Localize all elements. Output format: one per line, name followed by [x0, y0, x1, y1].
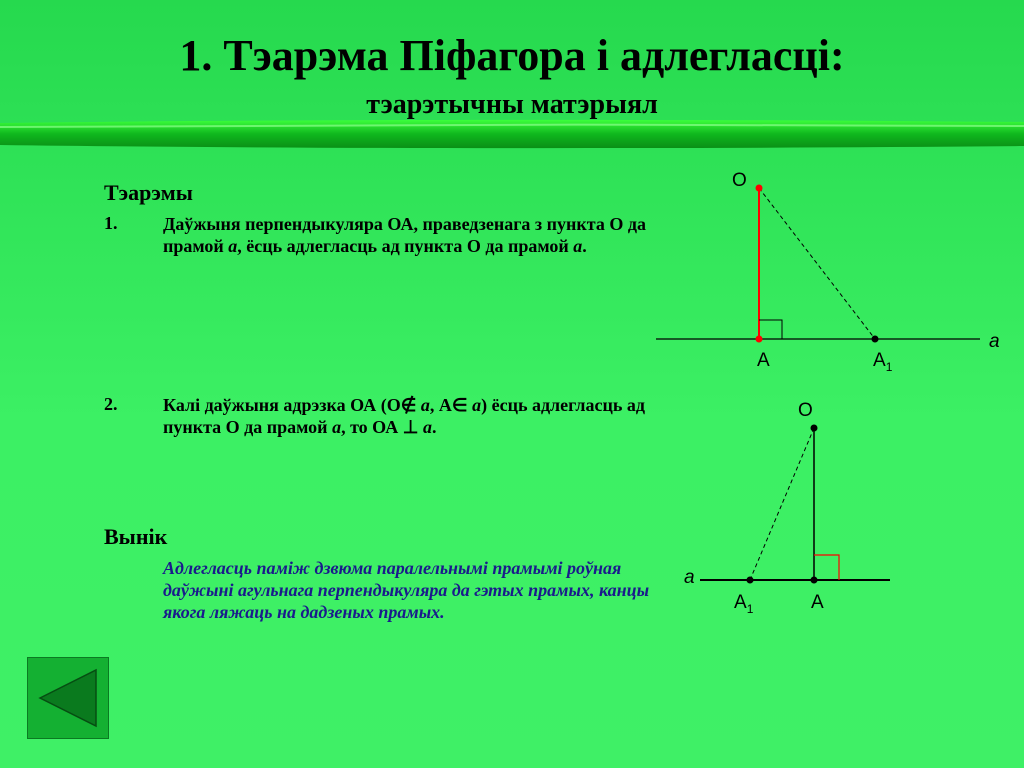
element-of-symbol: ∈: [451, 395, 468, 415]
theorem-2-number: 2.: [104, 394, 118, 414]
diagram-2-point-O: [811, 425, 818, 432]
back-button[interactable]: [27, 657, 109, 739]
slide-subtitle: тэарэтычны матэрыял: [366, 89, 658, 120]
not-element-of-symbol: ∉: [400, 395, 417, 415]
diagram-1-oblique-OA1: [759, 188, 875, 339]
diagram-2-label-line: a: [684, 567, 695, 588]
diagram-1-point-A: [756, 336, 763, 343]
corollary-text: Адлегласць паміж дзвюма паралельнымі прамымі роўная даўжыні агульнага перпендыкуляра да гэтых прамых, канцы якога ляжаць на дадзеных прамых.: [163, 558, 650, 622]
diagram-2-label-A1: $A_1$: [734, 592, 754, 616]
triangle-left-icon: [28, 658, 108, 738]
header-divider: [0, 119, 1024, 149]
diagram-1-label-O: O: [732, 170, 747, 191]
theorems-heading: Тэарэмы: [104, 180, 193, 205]
diagram-2-point-A1: [747, 577, 754, 584]
slide-title: 1. Тэарэма Піфагора і адлегласці:: [179, 31, 845, 80]
diagram-2-oblique-OA1: [750, 428, 814, 580]
diagram-1-label-line: a: [989, 331, 1000, 352]
diagram-2-label-O: O: [798, 400, 813, 421]
theorem-2-text: Калі даўжыня адрэзка ОА (О∉ a, А∈ a) ёсць адлегласць ад пункта О да прамой a, то ОА ⊥ a.: [163, 395, 645, 437]
theorem-1-text: Даўжыня перпендыкуляра ОА, праведзенага з пункта О да прамой a, ёсць адлегласць ад пункта О да прамой a.: [163, 214, 646, 256]
diagram-2-point-A: [811, 577, 818, 584]
diagram-1-point-A1: [872, 336, 879, 343]
diagram-1-right-angle-mark: [759, 320, 782, 339]
corollary-heading: Вынік: [104, 524, 168, 549]
diagram-2-label-A: A: [811, 592, 824, 613]
diagram-2-right-angle-mark: [814, 555, 839, 580]
theorem-1-number: 1.: [104, 213, 118, 233]
diagram-1-label-A: A: [757, 350, 770, 371]
diagram-1-point-O: [756, 185, 763, 192]
perpendicular-symbol: ⊥: [402, 417, 419, 437]
diagram-1-label-A1: $A_1$: [873, 350, 893, 374]
diagram-2: [684, 400, 890, 616]
diagram-1: [656, 170, 1000, 374]
